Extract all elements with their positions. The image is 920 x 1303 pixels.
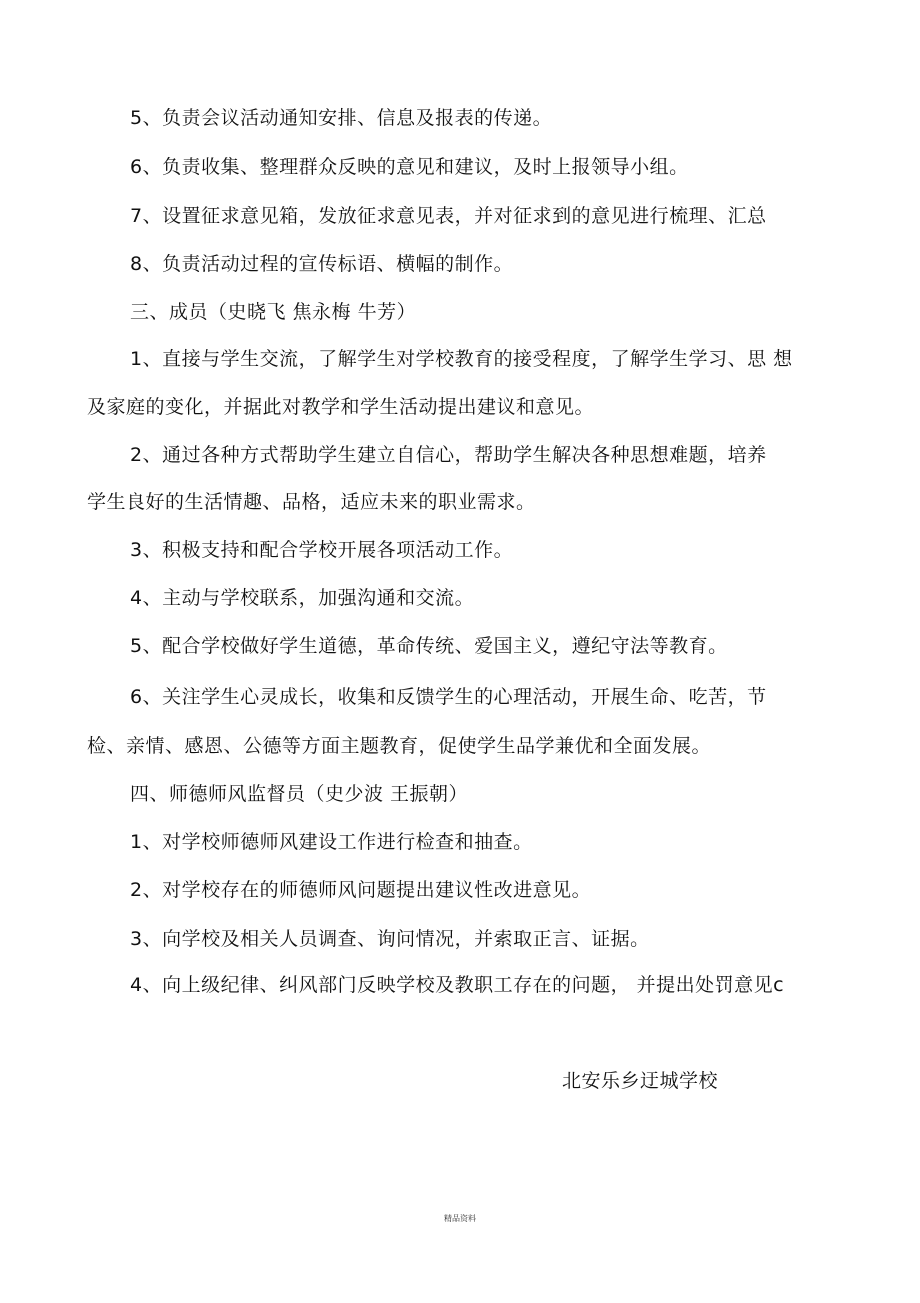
section-heading: 四、师德师风监督员（史少波 王振朝） bbox=[130, 783, 469, 805]
signature-school-name: 北安乐乡迂城学校 bbox=[562, 1070, 719, 1092]
section-heading: 三、成员（史晓飞 焦永梅 牛芳） bbox=[130, 301, 417, 323]
paragraph-line: 8、负责活动过程的宣传标语、横幅的制作。 bbox=[130, 253, 514, 275]
paragraph-line: 1、直接与学生交流，了解学生对学校教育的接受程度，了解学生学习、思 想 bbox=[130, 348, 793, 370]
page-footer: 精品资料 bbox=[444, 1214, 476, 1223]
paragraph-line: 3、向学校及相关人员调查、询问情况，并索取正言、证据。 bbox=[130, 928, 650, 950]
paragraph-line: 及家庭的变化，并据此对教学和学生活动提出建议和意见。 bbox=[87, 396, 595, 418]
paragraph-line: 学生良好的生活情趣、品格，适应未来的职业需求。 bbox=[87, 491, 536, 513]
paragraph-line: 2、对学校存在的师德师风问题提出建议性改进意见。 bbox=[130, 879, 592, 901]
paragraph-line: 4、主动与学校联系，加强沟通和交流。 bbox=[130, 587, 475, 609]
paragraph-line: 3、积极支持和配合学校开展各项活动工作。 bbox=[130, 539, 514, 561]
paragraph-line: 7、设置征求意见箱，发放征求意见表，并对征求到的意见进行梳理、汇总 bbox=[130, 205, 767, 227]
paragraph-line: 6、关注学生心灵成长，收集和反馈学生的心理活动，开展生命、吃苦，节 bbox=[130, 686, 767, 708]
paragraph-line: 2、通过各种方式帮助学生建立自信心，帮助学生解决各种思想难题，培养 bbox=[130, 444, 767, 466]
paragraph-line: 5、配合学校做好学生道德，革命传统、爱国主义，遵纪守法等教育。 bbox=[130, 635, 728, 657]
paragraph-line: 检、亲情、感恩、公德等方面主题教育，促使学生品学兼优和全面发展。 bbox=[87, 735, 712, 757]
paragraph-line: 1、对学校师德师风建设工作进行检查和抽查。 bbox=[130, 831, 533, 853]
paragraph-line: 5、负责会议活动通知安排、信息及报表的传递。 bbox=[130, 107, 553, 129]
paragraph-line: 6、负责收集、整理群众反映的意见和建议，及时上报领导小组。 bbox=[130, 156, 689, 178]
paragraph-line: 4、向上级纪律、纠风部门反映学校及教职工存在的问题， 并提出处罚意见c bbox=[130, 974, 785, 996]
